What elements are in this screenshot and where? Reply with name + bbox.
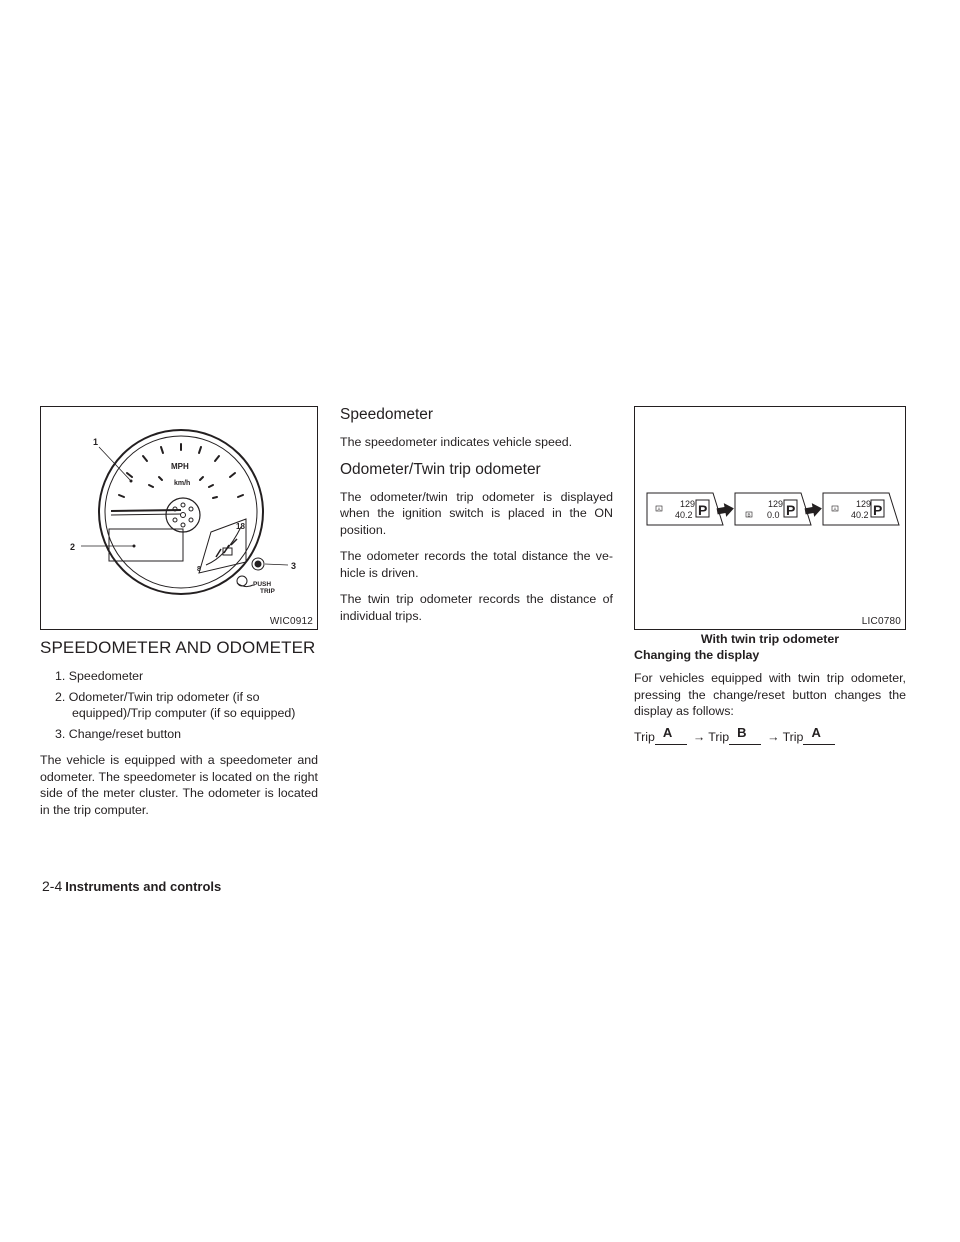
list-item: 1. Speedometer (55, 669, 144, 683)
trip-word: Trip (782, 729, 804, 744)
trip-label: TRIP (260, 588, 275, 595)
figure-code: LIC0780 (861, 616, 901, 627)
odometer-paragraph: The odometer/twin trip odometer is displayed when the ignition switch is placed in the ON position. (340, 489, 613, 537)
odometer-value: 129 (768, 499, 784, 509)
callout-2: 2 (70, 542, 76, 552)
gauge-low-label: 8 (197, 566, 201, 573)
left-column (40, 406, 318, 828)
arrow-icon: → (692, 729, 706, 744)
gear-indicator: P (873, 502, 883, 518)
speedometer-heading: Speedometer (340, 406, 434, 423)
changing-display-heading: Changing the display (634, 648, 760, 662)
trip-b-icon: B (729, 730, 761, 745)
middle-column (340, 406, 613, 634)
kmh-label: km/h (174, 480, 191, 487)
speedometer-paragraph: The speedometer indicates vehicle speed. (340, 435, 573, 449)
speedometer-illustration (41, 407, 319, 631)
trip-value: 40.2 (675, 510, 693, 520)
figure-code: WIC0912 (269, 616, 313, 627)
push-label: PUSH (253, 581, 272, 588)
gear-indicator: P (786, 502, 796, 518)
odometer-heading: Odometer/Twin trip odometer (340, 460, 541, 478)
page-number: 2-4 (42, 878, 63, 894)
odometer-display (735, 493, 811, 525)
list-item: 3. Change/reset button (55, 726, 182, 741)
trip-display-illustration (635, 407, 907, 631)
odometer-paragraph: The odometer records the total distance the ve-hicle is driven. (340, 549, 613, 580)
figure-caption: With twin trip odometer (700, 632, 840, 646)
trip-a-icon: A (655, 730, 687, 745)
arrow-icon (716, 502, 735, 519)
page-footer (42, 878, 221, 894)
trip-a-icon: A (803, 730, 835, 745)
trip-tag: A (657, 506, 661, 512)
gauge-high-label: 18 (236, 522, 245, 531)
body-paragraph: The vehicle is equipped with a speedometer and odometer. The speedometer is located on the right side of the meter cluster. The odometer is located in the trip computer. (40, 753, 318, 817)
section-heading: SPEEDOMETER AND ODOMETER (40, 638, 316, 657)
callout-3: 3 (291, 561, 297, 571)
trip-word: Trip (634, 729, 655, 744)
list-item: 2. Odometer/Twin trip odometer (if so equipped)/Trip computer (if so equipped) (55, 689, 296, 720)
footer-section-title: Instruments and controls (65, 879, 222, 894)
trip-sequence (634, 724, 906, 750)
gear-indicator: P (698, 502, 708, 518)
trip-tag: B (747, 512, 751, 518)
trip-word: Trip (708, 729, 730, 744)
odometer-value: 129 (856, 499, 872, 509)
trip-tag: A (833, 506, 837, 512)
speedometer-figure (40, 406, 318, 630)
component-list (40, 668, 318, 742)
odometer-value: 129 (680, 499, 696, 509)
mph-label: MPH (171, 462, 189, 471)
trip-value: 40.2 (851, 510, 869, 520)
odometer-paragraph: The twin trip odometer records the distance of individual trips. (340, 592, 613, 623)
callout-1: 1 (93, 437, 99, 447)
trip-value: 0.0 (767, 510, 780, 520)
trip-display-figure (634, 406, 906, 630)
arrow-icon (804, 502, 823, 519)
arrow-icon: → (767, 729, 780, 744)
body-paragraph: For vehicles equipped with twin trip odometer, pressing the change/reset button changes the display as follows: (634, 671, 906, 718)
right-column (634, 406, 906, 750)
